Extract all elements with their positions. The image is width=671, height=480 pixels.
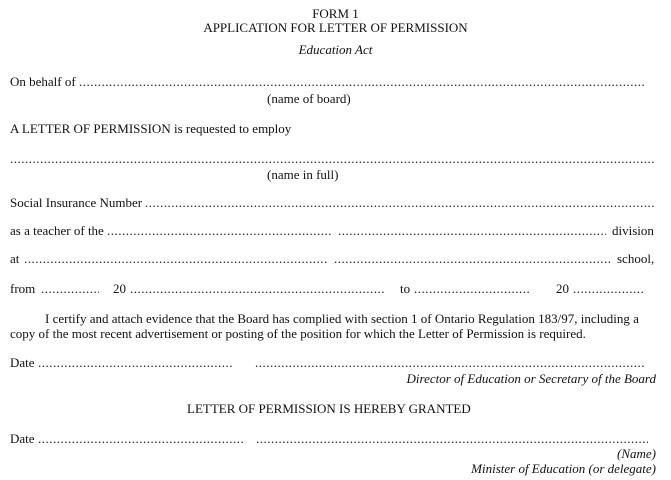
name-caption-2: (Name) [617,446,656,461]
form-number: FORM 1 [312,6,359,21]
to-year-field[interactable] [573,281,645,296]
date-label-1: Date [10,355,35,370]
granted-heading: LETTER OF PERMISSION IS HEREBY GRANTED [187,401,471,416]
minister-caption: Minister of Education (or delegate) [471,461,656,476]
board-caption: (name of board) [267,91,351,106]
to-date-field[interactable] [414,281,529,296]
school-field-2[interactable] [334,251,612,266]
signature-field-2[interactable] [256,431,648,446]
board-name-field[interactable] [79,74,645,89]
full-name-field[interactable] [10,151,655,166]
school-label: school, [617,251,655,266]
signature-field-1[interactable] [255,355,645,370]
date-field-1[interactable] [38,355,233,370]
from-date-field[interactable] [41,281,99,296]
act-name: Education Act [298,42,373,57]
date-field-2[interactable] [38,431,243,446]
form-title: APPLICATION FOR LETTER OF PERMISSION [203,20,468,35]
at-label: at [10,251,20,266]
sin-label: Social Insurance Number [10,195,143,210]
director-caption: Director of Education or Secretary of the Board [406,371,656,386]
division-field-2[interactable] [338,223,606,238]
certification-paragraph: I certify and attach evidence that the Board has complied with section 1 of Ontario Regulation 183/97, including a copy of the most recent advertisement or posting of the position for which the Letter of Permission is required. [10,311,639,341]
on-behalf-label: On behalf of [10,74,76,89]
division-label: division [612,223,654,238]
from-year-field[interactable] [130,281,384,296]
request-text: A LETTER OF PERMISSION is requested to employ [10,121,292,136]
from-label: from [10,281,36,296]
teacher-label: as a teacher of the [10,223,104,238]
date-label-2: Date [10,431,35,446]
school-field-1[interactable] [24,251,327,266]
division-field-1[interactable] [107,223,332,238]
to-label: to [400,281,411,296]
to-year-prefix: 20 [556,281,569,296]
sin-field[interactable] [145,195,655,210]
name-caption: (name in full) [267,167,339,182]
from-year-prefix: 20 [113,281,126,296]
